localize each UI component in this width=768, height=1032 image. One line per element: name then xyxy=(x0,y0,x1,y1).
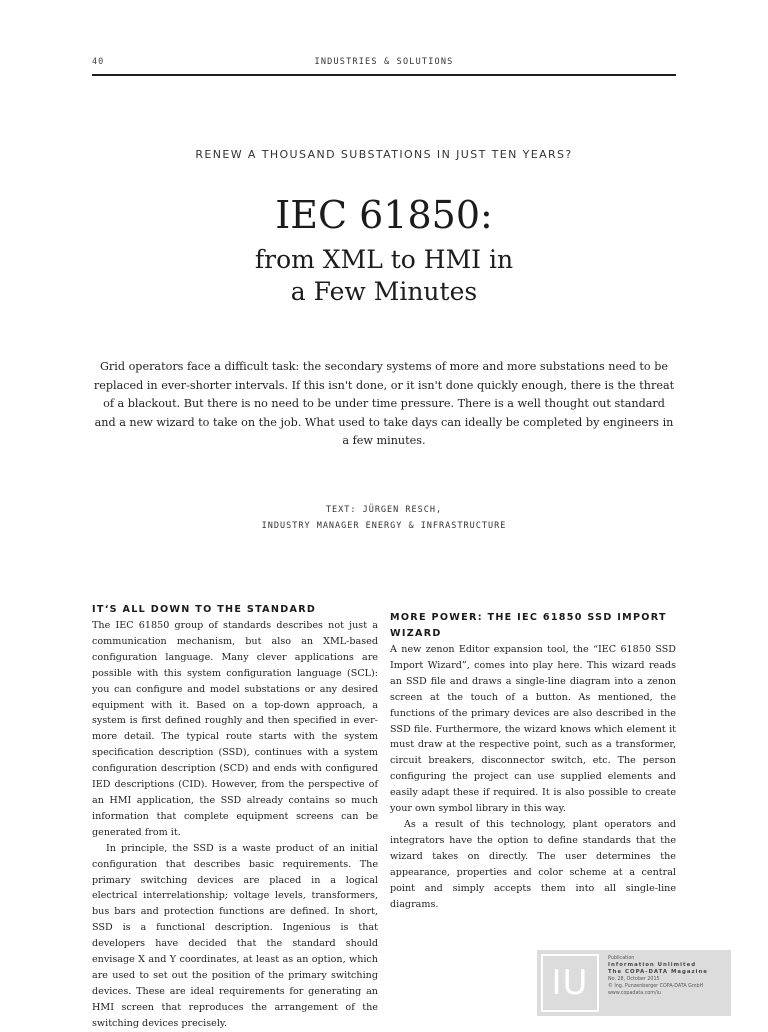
byline-role: INDUSTRY MANAGER ENERGY & INFRASTRUCTURE xyxy=(261,521,507,531)
section-heading-standard: IT‘S ALL DOWN TO THE STANDARD xyxy=(92,604,317,615)
footer-issue: No. 28, October 2015 xyxy=(608,977,660,983)
body-column-right xyxy=(390,602,676,912)
body-paragraph: A new zenon Editor expansion tool, the “IEC 61850 SSD Import Wizard”, comes into play here. This wizard reads an SSD file and draws a single-line diagram into a zenon screen at the touch of a button. As mentioned, the functions of the primary devices are also described in the SSD file. Furthermore, the wizard knows which element it must draw at the respective point, such as a transformer, circuit breakers, disconnector switch, etc. The person configuring the project can use supplied elements and easily adapt these if required. It is also possible to create your own symbol library in this way. xyxy=(390,644,676,815)
article-byline xyxy=(92,502,676,534)
body-paragraph: In principle, the SSD is a waste product of an initial configuration that describes basic requirements. The primary switching devices are placed in a logical electrical interrelationship; voltage levels, transformers, bus bars and protection functions are defined. In short, SSD is a functional description. Ingenious is that developers have decided that the standard should envisage X and Y coordinates, at least as an option, which are used to set out the position of the primary switching devices. These are ideal requirements for generating an HMI screen that reproduces the arrangement of the switching devices precisely. xyxy=(92,842,378,1029)
iu-logo: IU xyxy=(541,954,599,1012)
footer-magazine-name: Information Unlimited xyxy=(608,962,697,968)
header-rule xyxy=(92,74,676,76)
subtitle-line-2: a Few Minutes xyxy=(290,277,478,306)
body-paragraph: As a result of this technology, plant operators and integrators have the option to define standards that the wizard takes on directly. The user determines the appearance, properties and color scheme at a central point and simply accepts them into all single-line diagrams. xyxy=(390,818,676,910)
magazine-footer xyxy=(537,950,731,1016)
article-lead: Grid operators face a difficult task: the secondary systems of more and more substations need to be replaced in ever-shorter intervals. If this isn't done, or it isn't done quickly enough, there is the threat of a blackout. But there is no need to be under time pressure. There is a well thought out standard and a new wizard to take on the job. What used to take days can ideally be completed by engineers in a few minutes. xyxy=(93,360,675,447)
footer-publication-label: Publication xyxy=(608,956,635,961)
article-kicker: RENEW A THOUSAND SUBSTATIONS IN JUST TEN YEARS? xyxy=(195,148,573,161)
footer-info xyxy=(608,955,728,997)
footer-copyright: © Ing. Punzenberger COPA-DATA GmbH xyxy=(608,984,704,990)
footer-magazine-tagline: The COPA-DATA Magazine xyxy=(608,969,708,976)
page-header xyxy=(92,57,676,73)
body-paragraph: The IEC 61850 group of standards describes not just a communication mechanism, but also an XML-based configuration language. Many clever applications are possible with this system configuration language (SCL): you can configure and model substations or any desired equipment with it. Based on a top-down approach, a system is first defined roughly and then specified in ever-more detail. The typical route starts with the system specification description (SSD), continues with a system configuration description (SCD) and ends with configured IED descriptions (CID). However, from the perspective of an HMI application, the SSD already contains so much information that complete equipment screens can be generated from it. xyxy=(92,620,378,838)
page-number: 40 xyxy=(92,57,105,67)
section-heading-wizard: MORE POWER: THE IEC 61850 SSD IMPORT WIZARD xyxy=(390,612,667,639)
section-name: INDUSTRIES & SOLUTIONS xyxy=(314,57,454,67)
subtitle-line-1: from XML to HMI in xyxy=(254,245,514,274)
article-subtitle xyxy=(92,244,676,308)
byline-author: TEXT: JÜRGEN RESCH, xyxy=(325,505,443,515)
footer-website: www.copadata.com/iu xyxy=(608,991,661,997)
body-column-left xyxy=(92,602,378,1032)
article-title: IEC 61850: xyxy=(275,193,493,237)
